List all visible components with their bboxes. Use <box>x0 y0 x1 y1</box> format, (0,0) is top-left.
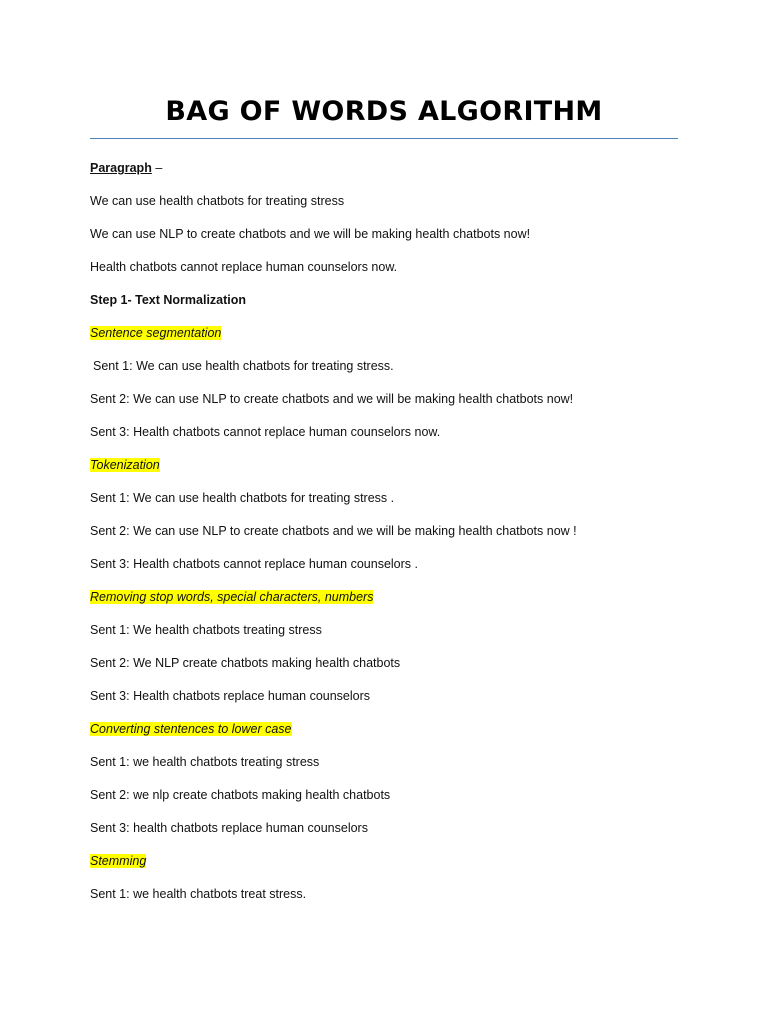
paragraph-line: We can use health chatbots for treating stress <box>90 194 345 208</box>
sentence-line: Sent 3: Health chatbots cannot replace human counselors . <box>90 557 418 571</box>
section-heading <box>90 721 292 737</box>
section-heading <box>90 325 221 341</box>
sentence-line: Sent 3: Health chatbots replace human counselors <box>90 689 371 703</box>
paragraph-dash: – <box>151 161 163 175</box>
highlighted-heading: Sentence segmentation <box>90 326 222 340</box>
title-divider <box>90 138 678 139</box>
section-heading <box>90 589 373 605</box>
step-heading: Step 1- Text Normalization <box>90 293 247 307</box>
page-title: BAG OF WORDS ALGORITHM <box>165 96 603 127</box>
sentence-line: Sent 1: we health chatbots treat stress. <box>90 887 307 901</box>
section-heading <box>90 457 160 473</box>
sentence-line: Sent 1: we health chatbots treating stress <box>90 755 320 769</box>
sentence-line: Sent 1: We can use health chatbots for treating stress. <box>93 359 394 373</box>
sentence-line: Sent 2: We can use NLP to create chatbots and we will be making health chatbots now! <box>90 392 574 406</box>
sentence-line: Sent 1: We health chatbots treating stress <box>90 623 322 637</box>
highlighted-heading: Removing stop words, special characters, numbers <box>90 590 374 604</box>
paragraph-line: Health chatbots cannot replace human counselors now. <box>90 260 398 274</box>
section-heading <box>90 853 146 869</box>
paragraph-line: We can use NLP to create chatbots and we will be making health chatbots now! <box>90 227 531 241</box>
highlighted-heading: Tokenization <box>90 458 160 472</box>
paragraph-label: Paragraph <box>90 161 152 175</box>
sentence-line: Sent 1: We can use health chatbots for treating stress . <box>90 491 395 505</box>
paragraph-heading <box>90 160 162 176</box>
sentence-line: Sent 2: we nlp create chatbots making health chatbots <box>90 788 391 802</box>
highlighted-heading: Converting stentences to lower case <box>90 722 292 736</box>
sentence-line: Sent 2: We can use NLP to create chatbots and we will be making health chatbots now ! <box>90 524 577 538</box>
sentence-line: Sent 3: Health chatbots cannot replace human counselors now. <box>90 425 441 439</box>
highlighted-heading: Stemming <box>90 854 147 868</box>
sentence-line: Sent 2: We NLP create chatbots making health chatbots <box>90 656 401 670</box>
sentence-line: Sent 3: health chatbots replace human counselors <box>90 821 368 835</box>
